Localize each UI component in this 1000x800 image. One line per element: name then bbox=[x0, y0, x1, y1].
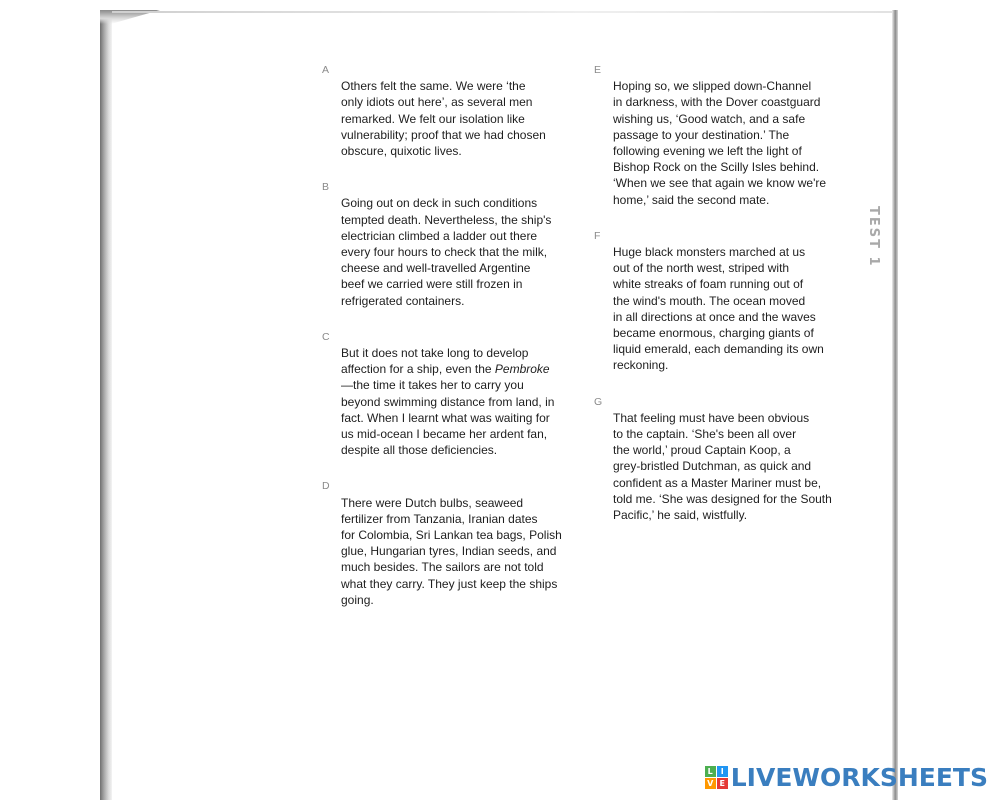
paragraph-text: Going out on deck in such conditions tempted death. Nevertheless, the ship's electrician climbed a ladder out there every four hours to check that the milk, cheese and well-travelled Argentine beef we carried were still frozen in refrigerated containers. bbox=[341, 196, 552, 308]
left-column bbox=[322, 62, 567, 628]
paragraph-text: Hoping so, we slipped down-Channel in darkness, with the Dover coastguard wishing us, ‘Good watch, and a safe passage to your destination.’ The following evening we left the light of Bishop Rock on the Scilly Isles behind. ‘When we see that again we know we're home,’ said the second mate. bbox=[613, 79, 827, 207]
logo-tile: V bbox=[705, 778, 716, 789]
logo-tile: E bbox=[717, 778, 728, 789]
paragraph-e bbox=[594, 62, 839, 208]
paragraph-letter: B bbox=[322, 181, 330, 194]
logo-tile: L bbox=[705, 766, 716, 777]
paragraph-letter: G bbox=[594, 395, 603, 408]
page-spine-shadow bbox=[100, 12, 112, 800]
brand-name: LIVEWORKSHEETS bbox=[730, 763, 988, 792]
liveworksheets-logo-icon bbox=[705, 766, 728, 789]
ship-name: Pembroke bbox=[494, 362, 550, 377]
paragraph-letter: C bbox=[322, 330, 330, 343]
paragraph-g bbox=[594, 394, 839, 524]
test-section-label: TEST 1 bbox=[866, 206, 881, 268]
paragraph-text-start: But it does not take long to develop affection for a ship, even the bbox=[341, 346, 529, 377]
paragraph-a bbox=[322, 62, 567, 159]
paragraph-f bbox=[594, 228, 839, 374]
paragraph-text: Others felt the same. We were ‘the only idiots out here’, as several men remarked. We felt our isolation like vulnerability; proof that we had chosen obscure, quixotic lives. bbox=[341, 79, 546, 159]
paragraph-letter: F bbox=[594, 229, 601, 242]
paragraph-letter: A bbox=[322, 64, 330, 76]
paragraph-text: Huge black monsters marched at us out of the north west, striped with white streaks of foam running out of the wind's mouth. The ocean moved in all directions at once and the waves became enormous, charging giants of liquid emerald, each demanding its own reckoning. bbox=[613, 245, 824, 373]
paragraph-text: That feeling must have been obvious to the captain. ‘She's been all over the world,’ proud Captain Koop, a grey-bristled Dutchman, as quick and confident as a Master Mariner must be, told me. ‘She was designed for the South Pacific,’ he said, wistfully. bbox=[613, 410, 832, 523]
logo-tile: I bbox=[717, 766, 728, 777]
paragraph-text: There were Dutch bulbs, seaweed fertilizer from Tanzania, Iranian dates for Colombia, Sri Lankan tea bags, Polish glue, Hungarian tyres, Indian seeds, and much besides. The sailors are not told what they carry. They just keep the ships going. bbox=[341, 495, 562, 607]
liveworksheets-watermark bbox=[705, 763, 988, 792]
paragraph-b bbox=[322, 179, 567, 309]
page-top-edge bbox=[112, 11, 892, 13]
paragraph-c bbox=[322, 329, 567, 459]
paragraph-letter: D bbox=[322, 480, 330, 493]
paragraph-letter: E bbox=[594, 64, 602, 76]
page-right-edge bbox=[892, 10, 898, 800]
paragraph-d bbox=[322, 478, 567, 608]
paragraph-text-end: —the time it takes her to carry you beyond swimming distance from land, in fact. When I learnt what was waiting for us mid-ocean I became her ardent fan, despite all those deficiencies. bbox=[341, 378, 555, 458]
right-column bbox=[594, 62, 839, 543]
